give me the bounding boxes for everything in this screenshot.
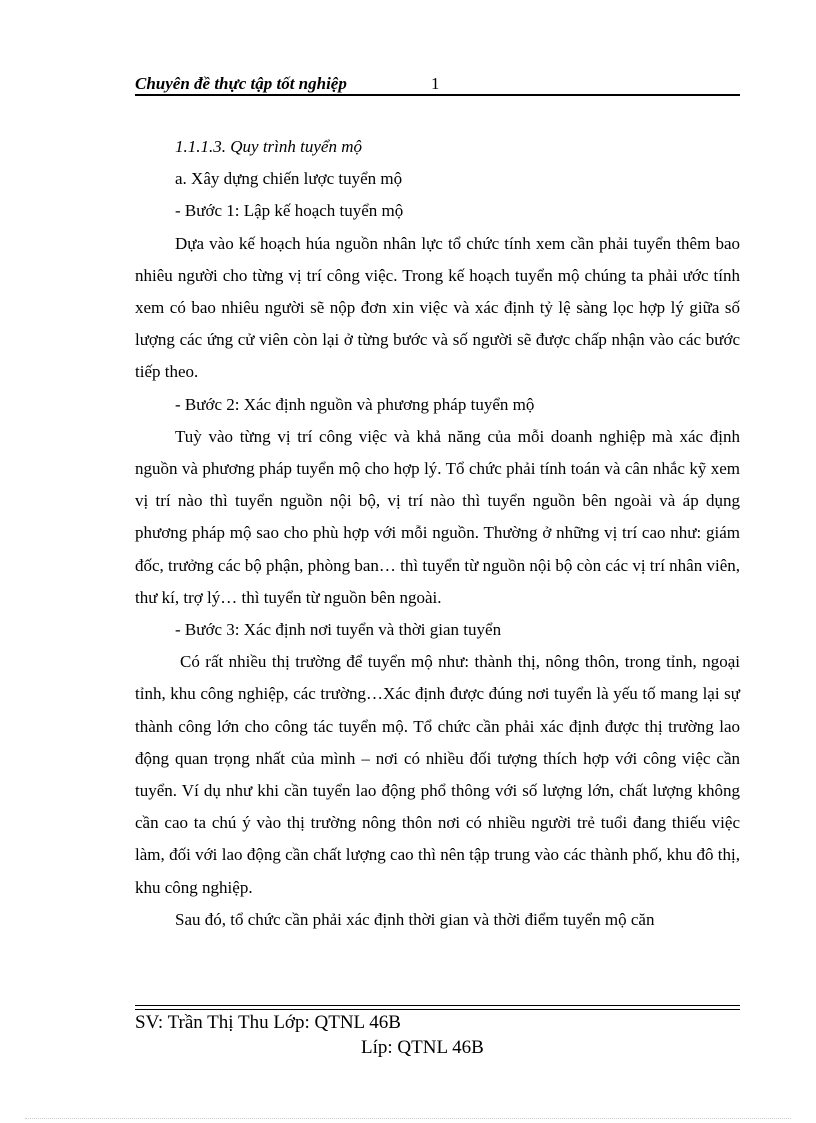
page-edge-divider xyxy=(25,1118,791,1119)
subheading-a: a. Xây dựng chiến lược tuyển mộ xyxy=(175,169,403,189)
footer-class-info: Líp: QTNL 46B xyxy=(361,1037,484,1058)
page-header xyxy=(135,72,740,96)
header-divider xyxy=(135,94,740,96)
document-body xyxy=(135,131,740,936)
step2-title: - Bước 2: Xác định nguồn và phương pháp tuyển mộ xyxy=(175,394,535,414)
footer-divider-bottom xyxy=(135,1009,740,1010)
step2-paragraph: Tuỳ vào từng vị trí công việc và khả năng của mỗi doanh nghiệp mà xác định nguồn và phương pháp tuyển mộ cho hợp lý. Tổ chức phải tính toán và cân nhắc kỹ xem vị trí nào thì tuyển nguồn nội bộ, vị trí nào thì tuyển nguồn bên ngoài và áp dụng phương pháp mộ sao cho phù hợp với mỗi nguồn. Thường ở những vị trí cao như: giám đốc, trưởng các bộ phận, phòng ban… thì tuyển từ nguồn nội bộ còn các vị trí nhân viên, thư kí, trợ lý… thì tuyển từ nguồn bên ngoài. xyxy=(135,426,740,607)
step1-paragraph: Dựa vào kế hoạch húa nguồn nhân lực tổ chức tính xem cần phải tuyển thêm bao nhiêu người cho từng vị trí công việc. Trong kế hoạch tuyển mộ chúng ta phải ước tính xem có bao nhiêu người sẽ nộp đơn xin việc và xác định tỷ lệ sàng lọc hợp lý giữa số lượng các ứng cử viên còn lại ở từng bước và số người sẽ được chấp nhận vào các bước tiếp theo. xyxy=(135,233,740,382)
closing-paragraph: Sau đó, tổ chức cần phải xác định thời gian và thời điểm tuyển mộ căn xyxy=(175,909,655,929)
footer-student-info: SV: Trần Thị Thu Lớp: QTNL 46B xyxy=(135,1012,401,1033)
step3-title: - Bước 3: Xác định nơi tuyển và thời gian tuyển xyxy=(175,620,502,640)
footer-divider-top xyxy=(135,1005,740,1006)
section-heading: 1.1.1.3. Quy trình tuyển mộ xyxy=(175,137,362,156)
step3-paragraph: Có rất nhiều thị trường để tuyển mộ như: thành thị, nông thôn, trong tỉnh, ngoại tỉnh, khu công nghiệp, các trường…Xác định được đúng nơi tuyển là yếu tố mang lại sự thành công lớn cho công tác tuyển mộ. Tổ chức cần phải xác định được thị trường lao động quan trọng nhất của mình – nơi có nhiều đối tượng thích hợp với công việc cần tuyển. Ví dụ như khi cần tuyển lao động phổ thông với số lượng lớn, chất lượng không cần cao ta chú ý vào thị trường nông thôn nơi có nhiều người trẻ tuổi đang thiếu việc làm, đối với lao động cần chất lượng cao thì nên tập trung vào các thành phố, khu đô thị, khu công nghiệp. xyxy=(135,652,740,897)
page-number: 1 xyxy=(431,74,440,93)
header-title: Chuyên đề thực tập tốt nghiệp xyxy=(135,74,347,93)
step1-title: - Bước 1: Lập kế hoạch tuyển mộ xyxy=(175,201,404,221)
